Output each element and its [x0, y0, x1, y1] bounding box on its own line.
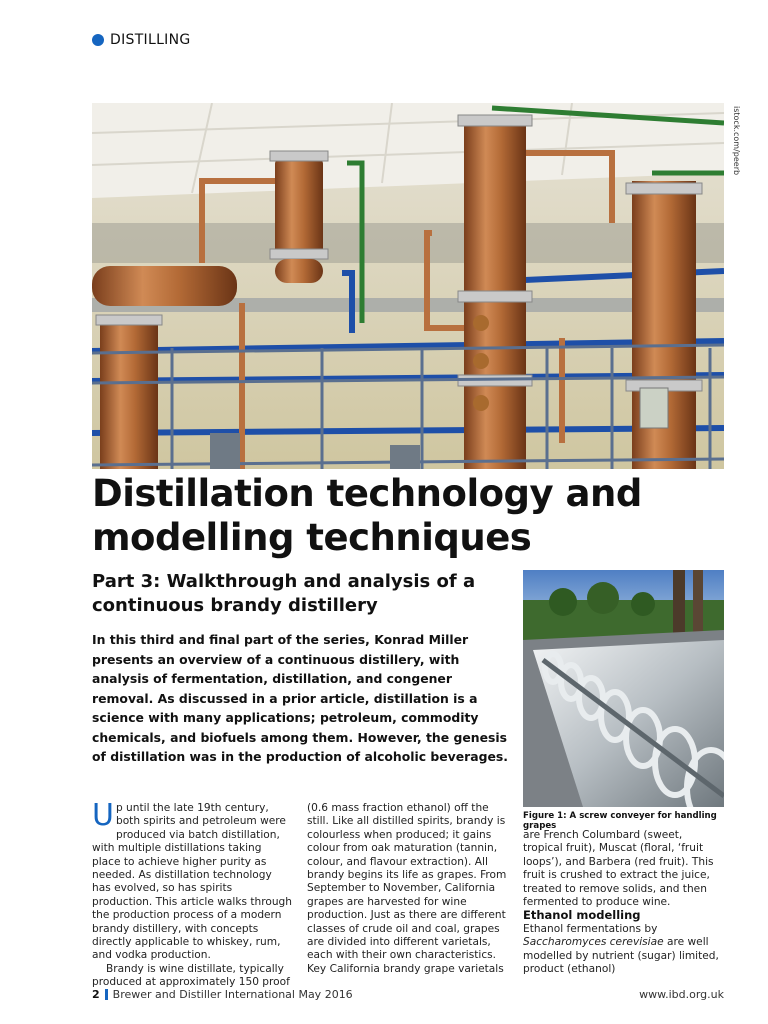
section-heading: Ethanol modelling	[523, 908, 641, 923]
screw-conveyer-illustration	[523, 570, 724, 807]
section-dot-icon	[92, 34, 104, 46]
paragraph: Brandy is wine distillate, typically produced at approximately 150 proof	[92, 962, 290, 989]
paragraph	[92, 798, 292, 963]
distillery-illustration	[92, 103, 724, 469]
page-number: 2	[92, 988, 100, 1001]
hero-image	[92, 103, 724, 469]
article-title: Distillation technology and modelling techniques	[92, 472, 642, 559]
paragraph-text: Ethanol fermentations by	[523, 922, 658, 935]
species-name: Saccharomyces cerevisiae	[523, 936, 664, 949]
photo-credit: istock.com/peerb	[732, 106, 741, 176]
paragraph	[523, 923, 725, 977]
website-link[interactable]: www.ibd.org.uk	[639, 988, 724, 1001]
paragraph: are French Columbard (sweet, tropical fruit), Muscat (floral, ‘fruit loops’), and Barbera (red fruit). This fruit is crushed to extract the juice, treated to remove solids, and then fermented to produce wine.	[523, 829, 714, 909]
figure-caption: Figure 1: A screw conveyer for handling grapes	[523, 811, 717, 831]
article-subtitle: Part 3: Walkthrough and analysis of a continuous brandy distillery	[92, 571, 476, 616]
body-column-3	[523, 829, 725, 976]
page-footer	[92, 988, 724, 1001]
drop-cap: U	[92, 798, 114, 833]
body-column-2	[307, 802, 507, 976]
paragraph-text: are well modelled by nutrient (sugar) limited, product (ethanol)	[523, 936, 719, 976]
article-intro: In this third and final part of the series, Konrad Miller presents an overview of a continuous distillery, with analysis of fermentation, distillation, and congener removal. As discussed in a prior article, distillation is a science with many applications; petroleum, commodity chemicals, and biofuels among them. However, the genesis of distillation was in the production of alcoholic beverages.	[92, 632, 508, 764]
paragraph-text: p until the late 19th century, both spirits and petroleum were produced via batch distillation, with multiple distillations taking place to achieve higher purity as needed. As distillation technology has evolved, so has spirits production. This article walks through the production process of a modern brandy distillery, with concepts directly applicable to whiskey, rum, and vodka production.	[92, 802, 292, 962]
body-column-1	[92, 798, 292, 990]
paragraph: (0.6 mass fraction ethanol) off the still. Like all distilled spirits, brandy is colourless when produced; it gains colour from oak maturation (tannin, colour, and flavour extraction). All brandy begins its life as grapes. From September to November, California grapes are harvested for wine production. Just as there are different classes of crude oil and coal, grapes are divided into different varietals, each with their own characteristics. Key California brandy grape varietals	[307, 802, 507, 975]
publication-name: Brewer and Distiller International May 2016	[112, 988, 353, 1001]
footer-left	[92, 988, 353, 1001]
footer-divider	[105, 989, 108, 1000]
section-tag	[92, 32, 191, 48]
section-label: DISTILLING	[110, 32, 191, 48]
figure-image	[523, 570, 724, 807]
